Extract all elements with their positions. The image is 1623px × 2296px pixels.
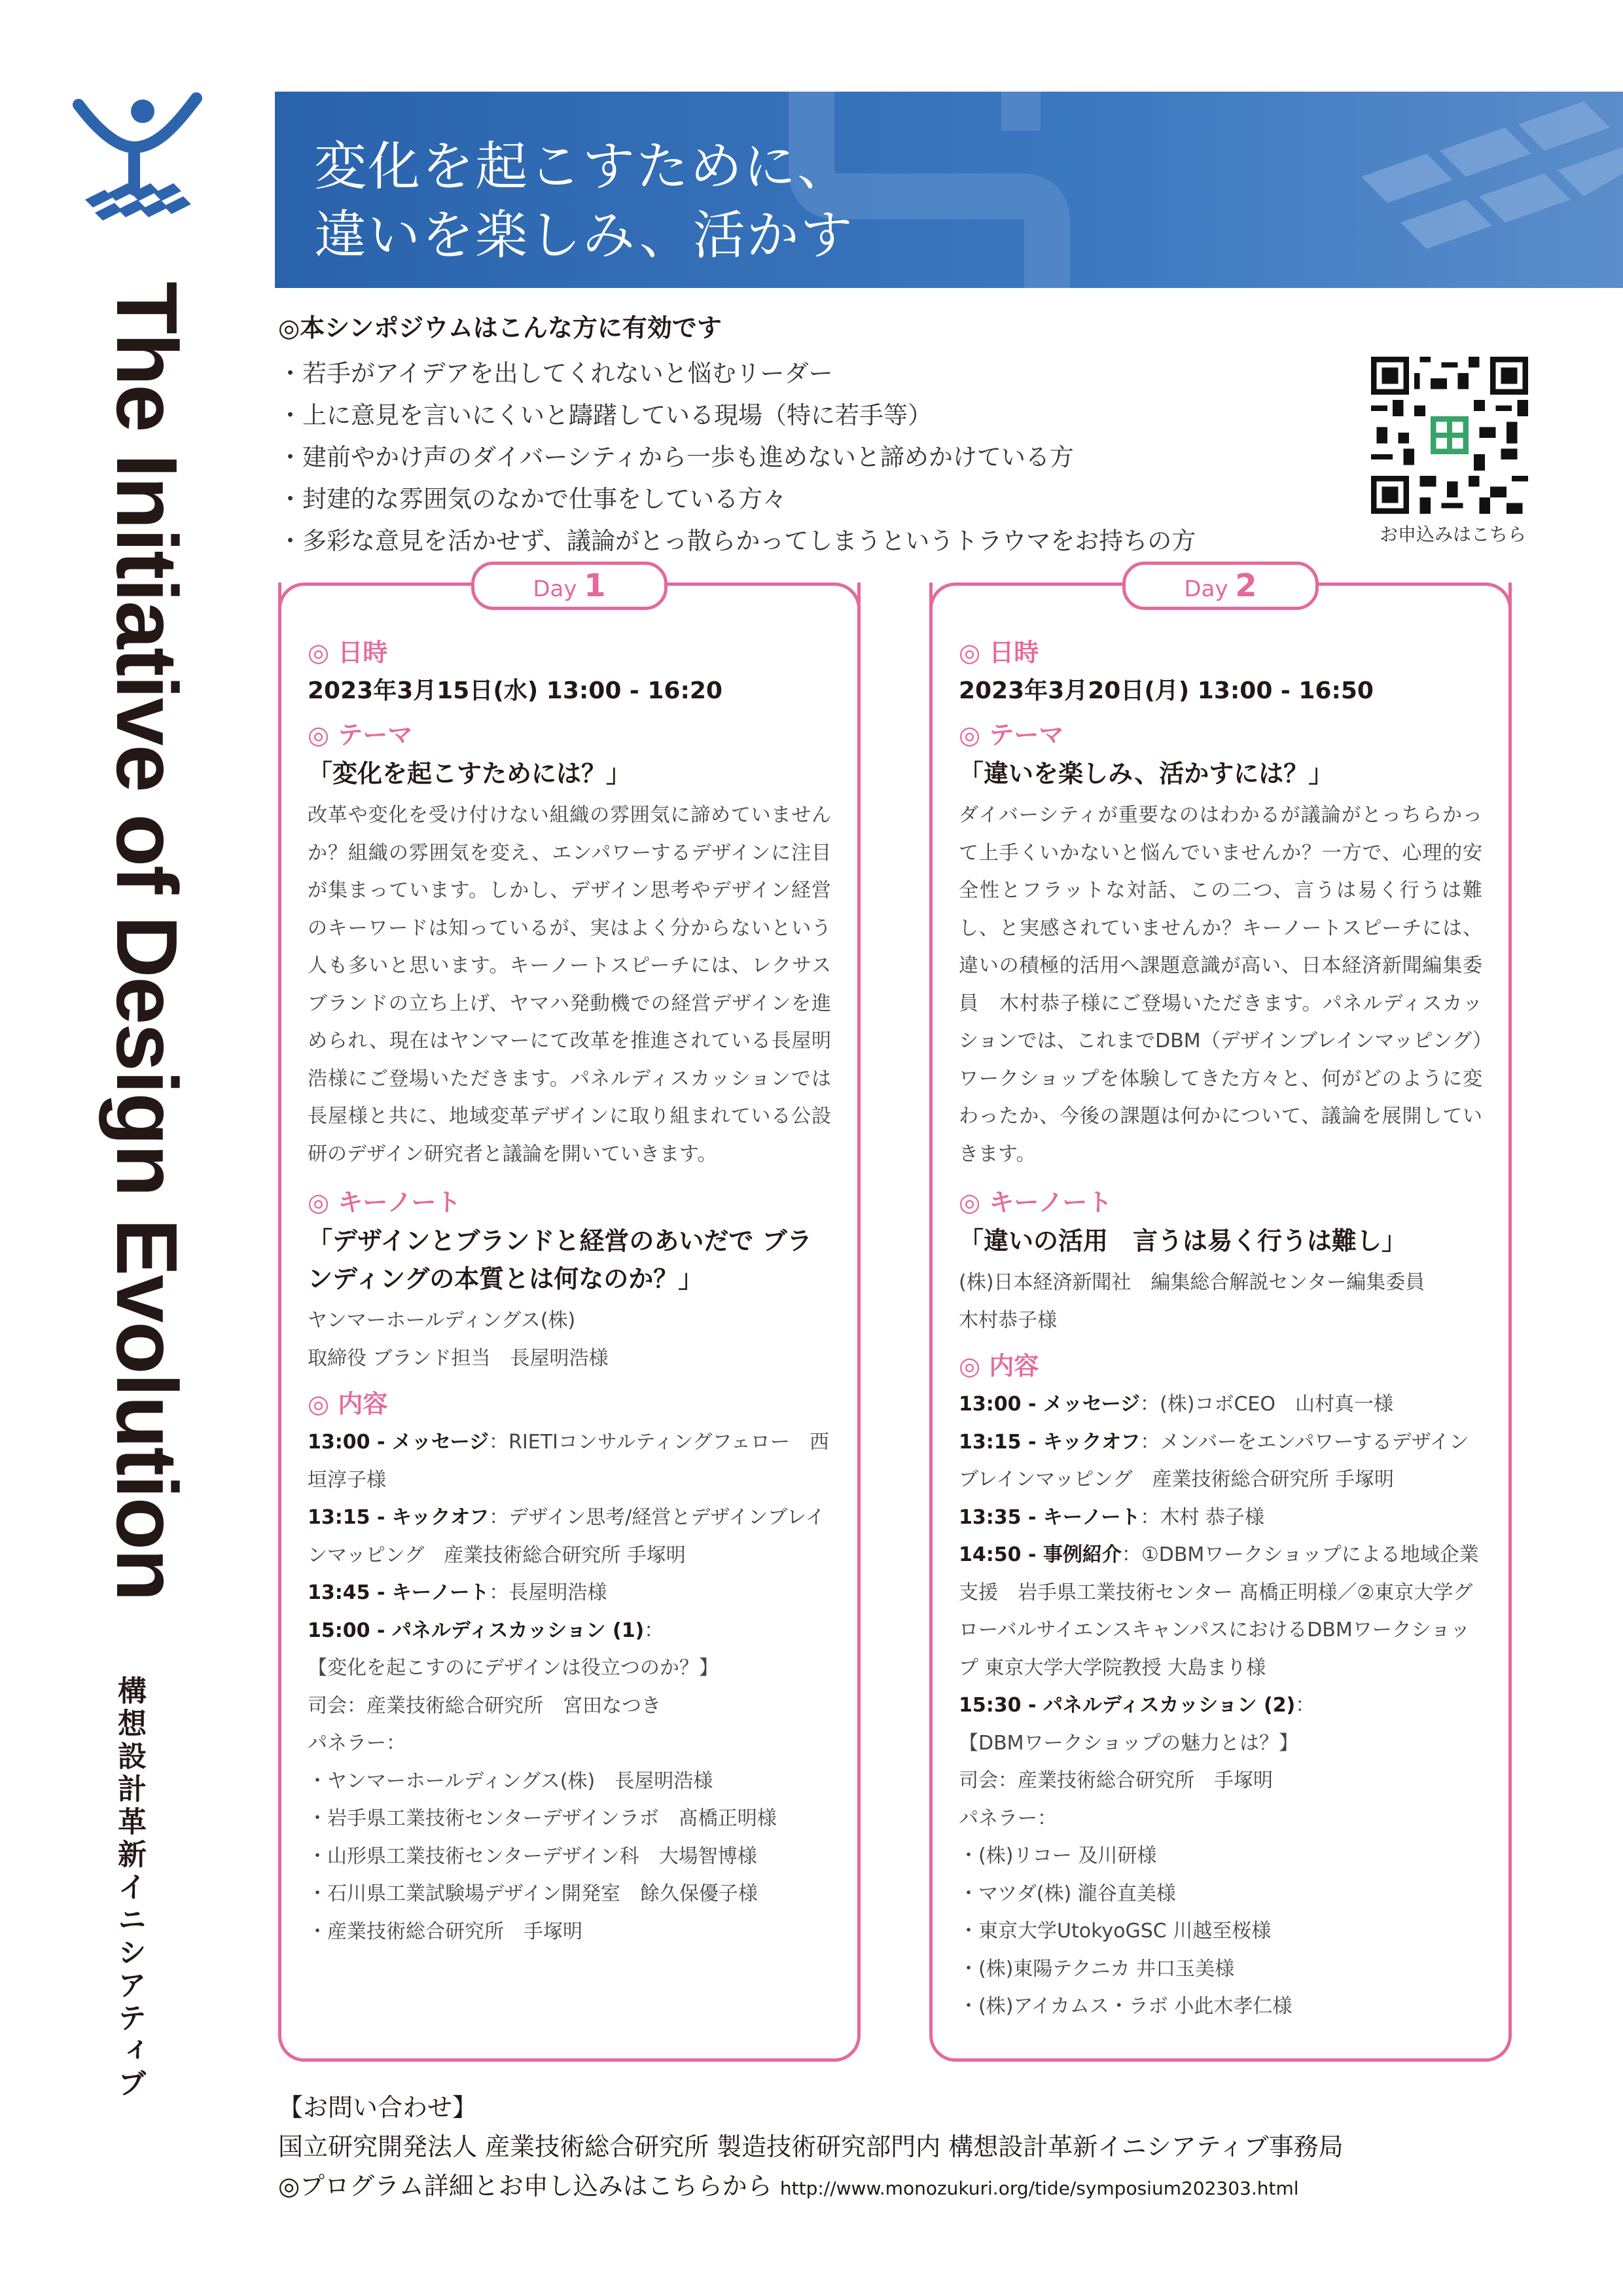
program-label: 13:35 - キーノート [959, 1505, 1141, 1529]
day-pill-number: 2 [1235, 567, 1257, 604]
keynote-title: 「デザインとブランドと経営のあいだで ブランディングの本質とは何なのか？」 [308, 1227, 812, 1293]
theme-title: 「違いを楽しみ、活かすには？」 [959, 759, 1334, 788]
program-label: 13:45 - キーノート [308, 1581, 490, 1604]
datetime-value: 2023年3月20日(月) 13:00 - 16:50 [959, 677, 1374, 704]
target-audience-heading: ◎本シンポジウムはこんな方に有効です [278, 314, 722, 342]
day1-panel [278, 567, 861, 2062]
panelist: ・ヤンマーホールディングス(株) 長屋明浩様 [308, 1769, 713, 1793]
program-text: ：①DBMワークショップによる地域企業支援 岩手県工業技術センター 髙橋正明様／②東京大学グローバルサイエンスキャンパスにおけるDBMワークショップ 東京大学大学院教授 大島まり様 [959, 1543, 1479, 1679]
keynote-person: 取締役 ブランド担当 長屋明浩様 [308, 1346, 609, 1370]
program-text: ：RIETIコンサルティングフェロー 西垣淳子様 [308, 1431, 829, 1492]
keynote-org: ヤンマーホールディングス(株) [308, 1309, 576, 1332]
panelist: ・石川県工業試験場デザイン開発室 餘久保優子様 [308, 1882, 758, 1905]
banner-line-2: 違いを楽しみ、活かす [314, 205, 854, 266]
program-text: ： [644, 1619, 664, 1642]
program-item [308, 1574, 831, 1612]
panelist: ・マツダ(株) 瀧谷直美様 [959, 1882, 1176, 1905]
day-pill-text: Day [533, 576, 577, 602]
panelist: ・(株)リコー 及川研様 [959, 1844, 1157, 1867]
program-item [308, 1612, 831, 1650]
program-label: 13:00 - メッセージ [959, 1393, 1141, 1416]
brand-title-vertical [92, 281, 203, 1600]
brand-title-en: The Initiative of Design Evolution [99, 281, 195, 1600]
panelist: ・山形県工業技術センターデザイン科 大場智博様 [308, 1844, 757, 1868]
panelists-label: パネラー： [308, 1732, 406, 1755]
panel-title: 【DBMワークショップの魅力とは？】 [959, 1731, 1298, 1755]
contact-organization: 国立研究開発法人 産業技術総合研究所 製造技術研究部門内 構想設計革新イニシアティブ事務局 [278, 2132, 1344, 2161]
brand-title-jp: 構想設計革新イニシアティブ [113, 1676, 146, 2101]
program-label: 14:50 - 事例紹介 [959, 1543, 1122, 1566]
program-item [959, 1386, 1482, 1424]
moderator: 司会：産業技術総合研究所 手塚明 [959, 1769, 1273, 1792]
content-heading: ◎ 内容 [959, 1352, 1039, 1380]
program-link-text: ◎プログラム詳細とお申し込みはこちらから [278, 2172, 772, 2200]
theme-body: ダイバーシティが重要なのはわかるが議論がとっちらかって上手くいかないと悩んでいませんか？一方で、心理的安全性とフラットな対話、この二つ、言うは易く行うは難し、と実感されていませんか？キーノートスピーチには、違いの積極的活用へ課題意識が高い、日本経済新聞編集委員 木村恭子様にご登場いただきます。パネルディスカッションでは、これまでDBM（デザインブレインマッピング）ワークショップを体験してきた方々と、何がどのように変わったか、今後の課題は何かについて、議論を展開していきます。 [959, 804, 1482, 1166]
panel-title: 【変化を起こすのにデザインは役立つのか？】 [308, 1657, 719, 1679]
day2-pill [1122, 562, 1319, 610]
audience-item: ・建前やかけ声のダイバーシティから一歩も進めないと諦めかけている方 [278, 443, 1074, 471]
program-item [959, 1536, 1482, 1687]
banner-line-1: 変化を起こすために、 [314, 136, 851, 197]
program-item [959, 1499, 1482, 1537]
keynote-org: (株)日本経済新聞社 編集総合解説センター編集委員 [959, 1271, 1425, 1294]
moderator: 司会：産業技術総合研究所 宮田なつき [308, 1694, 661, 1717]
program-label: 15:00 - パネルディスカッション (1) [308, 1619, 645, 1642]
contact-heading: 【お問い合わせ】 [278, 2093, 478, 2122]
theme-title: 「変化を起こすためには？」 [308, 759, 632, 788]
contact-footer [278, 2088, 1522, 2208]
program-text: ：メンバーをエンパワーするデザインブレインマッピング 産業技術総合研究所 手塚明 [959, 1430, 1469, 1491]
day1-pill [471, 562, 668, 610]
program-label: 13:15 - キックオフ [959, 1430, 1141, 1454]
initiative-logo [72, 85, 203, 223]
program-label: 13:00 - メッセージ [308, 1431, 490, 1454]
keynote-title: 「違いの活用 言うは易く行うは難し」 [959, 1227, 1407, 1255]
program-label: 13:15 - キックオフ [308, 1506, 490, 1529]
program-text: ：(株)コボCEO 山村真一様 [1140, 1393, 1393, 1416]
panelist: ・(株)東陽テクニカ 井口玉美様 [959, 1957, 1235, 1981]
qr-code-icon[interactable] [1371, 357, 1528, 514]
program-text: ：長屋明浩様 [489, 1581, 607, 1604]
day-pill-number: 1 [584, 567, 606, 604]
content-heading: ◎ 内容 [308, 1390, 388, 1418]
brand-title-jp-vertical [108, 1676, 160, 2134]
program-link-line [278, 2166, 1522, 2208]
audience-item: ・多彩な意見を活かせず、議論がとっ散らかってしまうというトラウマをお持ちの方 [278, 527, 1196, 555]
audience-item: ・上に意見を言いにくいと躊躇している現場（特に若手等） [278, 401, 932, 429]
datetime-heading: ◎ 日時 [959, 638, 1039, 667]
program-text: ： [1295, 1694, 1315, 1717]
panelist: ・東京大学UtokyoGSC 川越至桜様 [959, 1920, 1272, 1943]
panelists-label: パネラー： [959, 1806, 1057, 1830]
program-item [959, 1424, 1482, 1499]
program-item [308, 1424, 831, 1499]
theme-body: 改革や変化を受け付けない組織の雰囲気に諦めていませんか？組織の雰囲気を変え、エンパワーするデザインに注目が集まっています。しかし、デザイン思考やデザイン経営のキーワードは知っているが、実はよく分からないという人も多いと思います。キーノートスピーチには、レクサスブランドの立ち上げ、ヤマハ発動機での経営デザインを進められ、現在はヤンマーにて改革を推進されている長屋明浩様にご登場いただきます。パネルディスカッションでは長屋様と共に、地域変革デザインに取り組まれている公設研のデザイン研究者と議論を開いていきます。 [308, 804, 831, 1166]
keynote-heading: ◎ キーノート [959, 1188, 1113, 1217]
panelist: ・岩手県工業技術センターデザインラボ 髙橋正明様 [308, 1807, 777, 1830]
hero-banner [275, 92, 1623, 288]
day-pill-text: Day [1184, 576, 1228, 602]
program-text: ：デザイン思考/経営とデザインブレインマッピング 産業技術総合研究所 手塚明 [308, 1506, 825, 1567]
symposium-url-link[interactable]: http://www.monozukuri.org/tide/symposium202303.html [779, 2178, 1299, 2199]
datetime-value: 2023年3月15日(水) 13:00 - 16:20 [308, 677, 722, 704]
target-audience-section [278, 308, 1338, 562]
theme-heading: ◎ テーマ [308, 721, 413, 749]
keynote-person: 木村恭子様 [959, 1308, 1057, 1332]
program-text: ：木村 恭子様 [1140, 1505, 1264, 1529]
day2-panel [929, 567, 1512, 2062]
theme-heading: ◎ テーマ [959, 721, 1064, 749]
panelist: ・(株)アイカムス・ラボ 小此木孝仁様 [959, 1995, 1293, 2018]
keynote-heading: ◎ キーノート [308, 1188, 461, 1217]
audience-item: ・封建的な雰囲気のなかで仕事をしている方々 [278, 485, 787, 513]
qr-label: お申込みはこちら [1379, 524, 1526, 545]
panelist: ・産業技術総合研究所 手塚明 [308, 1920, 582, 1943]
program-item [308, 1499, 831, 1574]
datetime-heading: ◎ 日時 [308, 638, 388, 667]
audience-item: ・若手がアイデアを出してくれないと悩むリーダー [278, 359, 833, 387]
program-item [959, 1687, 1482, 1725]
program-label: 15:30 - パネルディスカッション (2) [959, 1694, 1296, 1717]
